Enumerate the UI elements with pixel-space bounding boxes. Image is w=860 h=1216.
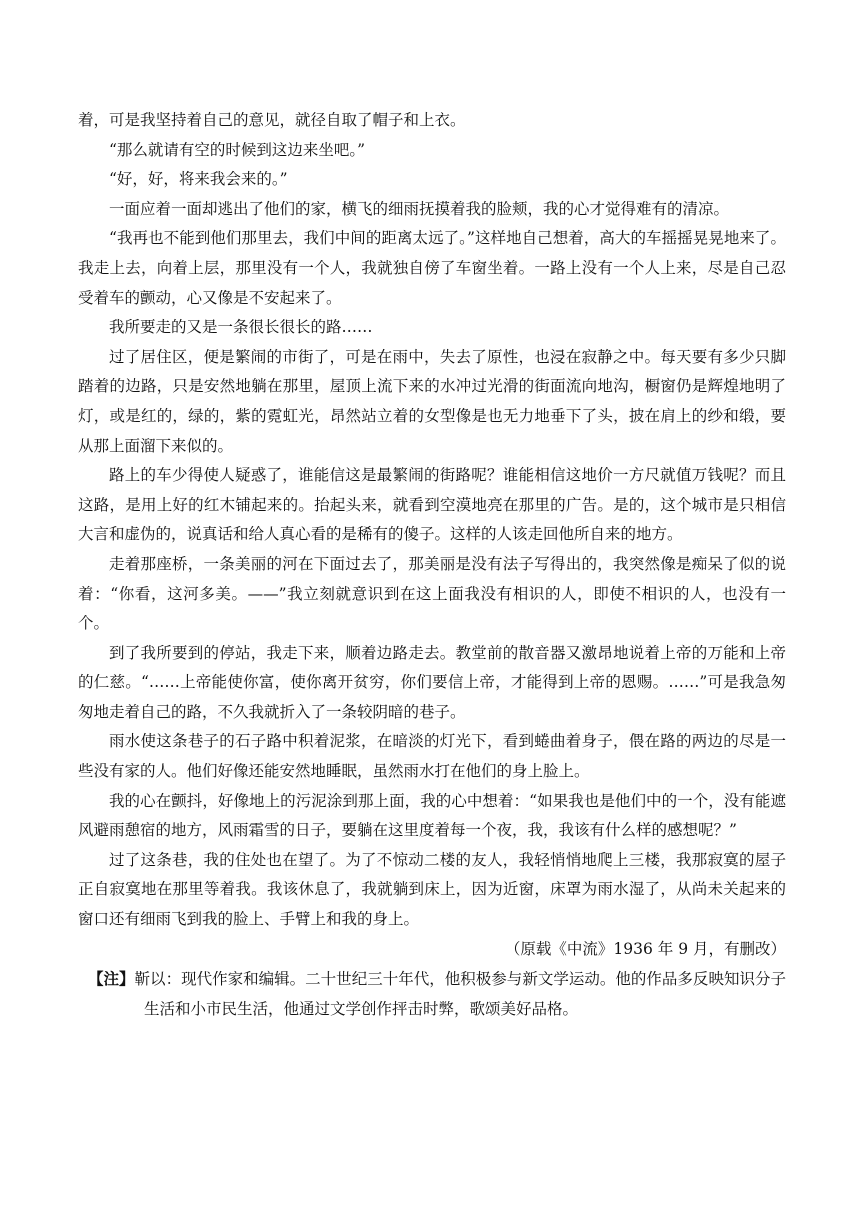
- paragraph: 我所要走的又是一条很长很长的路……: [109, 318, 373, 337]
- footnote: [78, 964, 786, 1024]
- paragraph: 雨水使这条巷子的石子路中积着泥浆，在暗淡的灯光下，看到蜷曲着身子，偎在路的两边的尽是一些没有家的人。他们好像还能安然地睡眠，虽然雨水打在他们的身上脸上。: [78, 732, 786, 781]
- paragraph: 到了我所要到的停站，我走下来，顺着边路走去。教堂前的散音器又激昂地说着上帝的万能和上帝的仁慈。“……上帝能使你富，使你离开贫穷，你们要信上帝，才能得到上帝的恩赐。……”可是我急匆匆地走着自己的路，不久我就折入了一条较阴暗的巷子。: [78, 643, 786, 721]
- paragraph-continuation: 着，可是我坚持着自己的意见，就径自取了帽子和上衣。: [78, 111, 466, 129]
- paragraph: 过了居住区，便是繁闹的市街了，可是在雨中，失去了原性，也浸在寂静之中。每天要有多少只脚踏着的边路，只是安然地躺在那里，屋顶上流下来的水冲过光滑的街面流向地沟，橱窗仍是辉煌地明了灯，或是红的，绿的，紫的霓虹光，昂然站立着的女型像是也无力地垂下了头，披在肩上的纱和缎，要从那上面溜下来似的。: [78, 347, 786, 455]
- footnote-tag: 【注】: [88, 969, 135, 989]
- source-citation: （原载《中流》1936 年 9 月，有删改）: [504, 939, 786, 958]
- paragraph: 走着那座桥，一条美丽的河在下面过去了，那美丽是没有法子写得出的，我突然像是痴呆了似的说着：“你看，这河多美。——”我立刻就意识到在这上面我没有相识的人，即使不相识的人，也没有一个。: [78, 554, 786, 633]
- footnote-text: 靳以：现代作家和编辑。二十世纪三十年代，他积极参与新文学运动。他的作品多反映知识分子生活和小市民生活，他通过文学创作抨击时弊，歌颂美好品格。: [134, 970, 786, 1018]
- paragraph: 路上的车少得使人疑惑了，谁能信这是最繁闹的街路呢？谁能相信这地价一方尺就值万钱呢？而且这路，是用上好的红木铺起来的。抬起头来，就看到空漠地亮在那里的广告。是的，这个城市是只相信大言和虚伪的，说真话和给人真心看的是稀有的傻子。这样的人该走回他所自来的地方。: [78, 466, 786, 544]
- paragraph: “我再也不能到他们那里去，我们中间的距离太远了。”这样地自己想着，高大的车摇摇晃晃地来了。我走上去，向着上层，那里没有一个人，我就独自傍了车窗坐着。一路上没有一个人上来，尽是自己忍受着车的颤动，心又像是不安起来了。: [78, 229, 786, 307]
- paragraph: 我的心在颤抖，好像地上的污泥涂到那上面，我的心中想着：“如果我也是他们中的一个，没有能遮风避雨憩宿的地方，风雨霜雪的日子，要躺在这里度着每一个夜，我，我该有什么样的感想呢？”: [78, 791, 786, 840]
- paragraph: “那么就请有空的时候到这边来坐吧。”: [109, 140, 366, 159]
- paragraph: 一面应着一面却逃出了他们的家，横飞的细雨抚摸着我的脸颊，我的心才觉得难有的清凉。: [109, 199, 730, 218]
- paragraph: “好，好，将来我会来的。”: [109, 170, 288, 189]
- document-page: [78, 106, 786, 1024]
- paragraph: 过了这条巷，我的住处也在望了。为了不惊动二楼的友人，我轻悄悄地爬上三楼，我那寂寞的屋子正自寂寞地在那里等着我。我该休息了，我就躺到床上，因为近窗，床罩为雨水湿了，从尚未关起来的窗口还有细雨飞到我的脸上、手臂上和我的身上。: [78, 850, 786, 929]
